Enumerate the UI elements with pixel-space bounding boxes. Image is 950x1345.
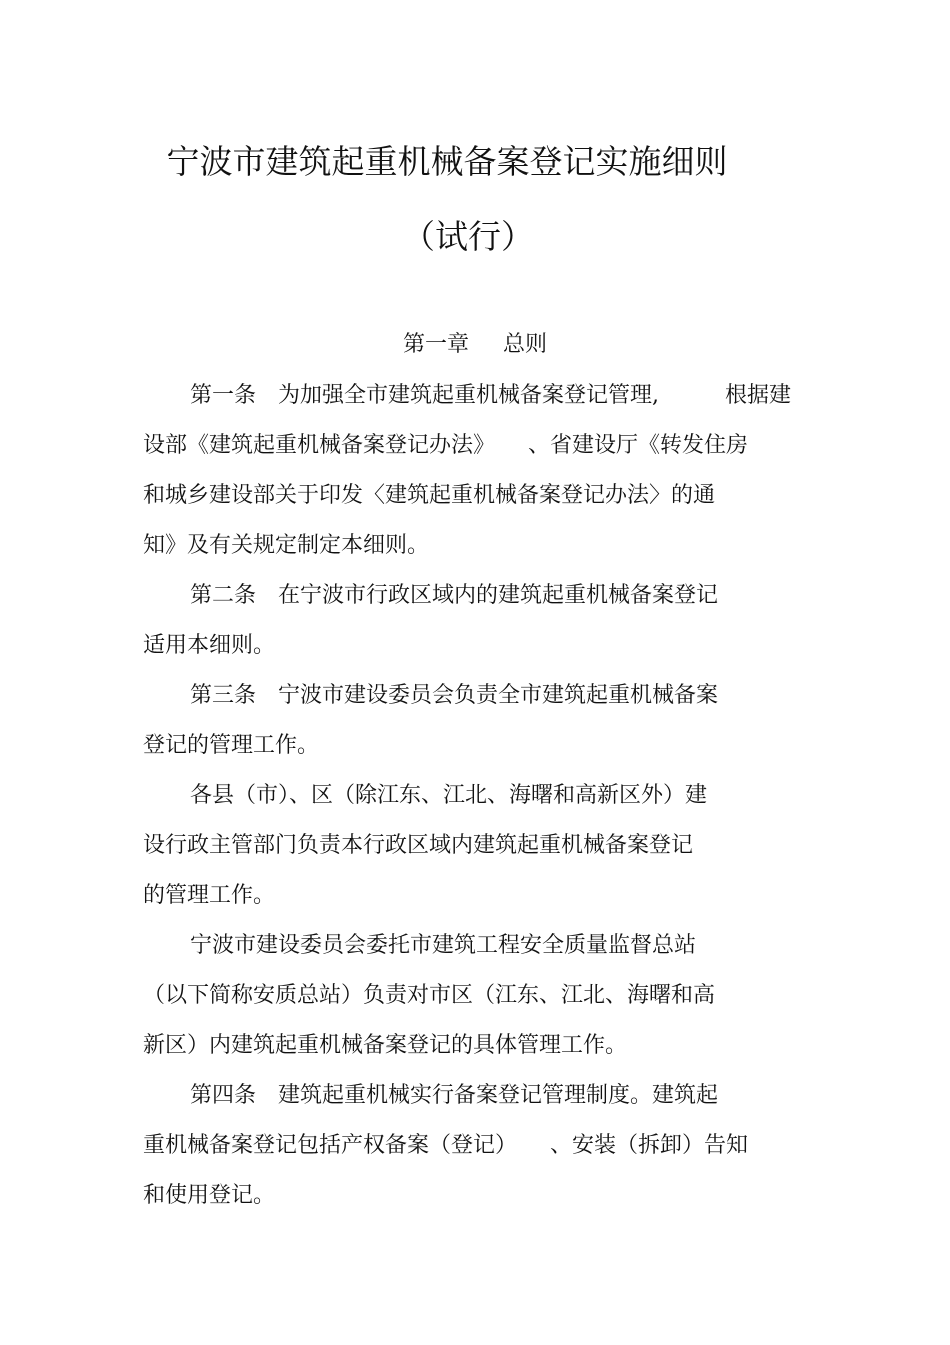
article-2-line-1: 第二条 在宁波市行政区域内的建筑起重机械备案登记 xyxy=(190,583,719,608)
chapter-name: 总则 xyxy=(503,332,548,357)
commission-paragraph-line-1: 宁波市建设委员会委托市建筑工程安全质量监督总站 xyxy=(190,933,697,958)
chapter-heading xyxy=(0,330,950,360)
commission-paragraph-line-2: （以下简称安质总站）负责对市区（江东、江北、海曙和高 xyxy=(143,983,716,1008)
county-paragraph-line-1: 各县（市）、区（除江东、江北、海曙和高新区外）建 xyxy=(190,783,708,808)
article-1-line-2: 设部《建筑起重机械备案登记办法》 、省建设厅《转发住房 xyxy=(143,433,749,458)
article-3-line-1: 第三条 宁波市建设委员会负责全市建筑起重机械备案 xyxy=(190,683,719,708)
article-1-line-1: 第一条 为加强全市建筑起重机械备案登记管理, 根据建 xyxy=(190,383,791,408)
chapter-number: 第一章 xyxy=(402,332,469,357)
article-4-line-1: 第四条 建筑起重机械实行备案登记管理制度。建筑起 xyxy=(190,1083,719,1108)
article-4-line-2: 重机械备案登记包括产权备案（登记） 、安装（拆卸）告知 xyxy=(143,1133,749,1158)
document-title: 宁波市建筑起重机械备案登记实施细则 xyxy=(166,142,728,181)
document-subtitle: （试行） xyxy=(402,217,534,256)
article-2-line-2: 适用本细则。 xyxy=(143,633,276,658)
county-paragraph-line-2: 设行政主管部门负责本行政区域内建筑起重机械备案登记 xyxy=(143,833,694,858)
commission-paragraph-line-3: 新区）内建筑起重机械备案登记的具体管理工作。 xyxy=(143,1033,628,1058)
article-4-line-3: 和使用登记。 xyxy=(143,1183,276,1208)
article-3-line-2: 登记的管理工作。 xyxy=(143,733,320,758)
article-1-line-4: 知》及有关规定制定本细则。 xyxy=(143,533,430,558)
article-1-line-3: 和城乡建设部关于印发〈建筑起重机械备案登记办法〉的通 xyxy=(143,483,716,508)
county-paragraph-line-3: 的管理工作。 xyxy=(143,883,276,908)
